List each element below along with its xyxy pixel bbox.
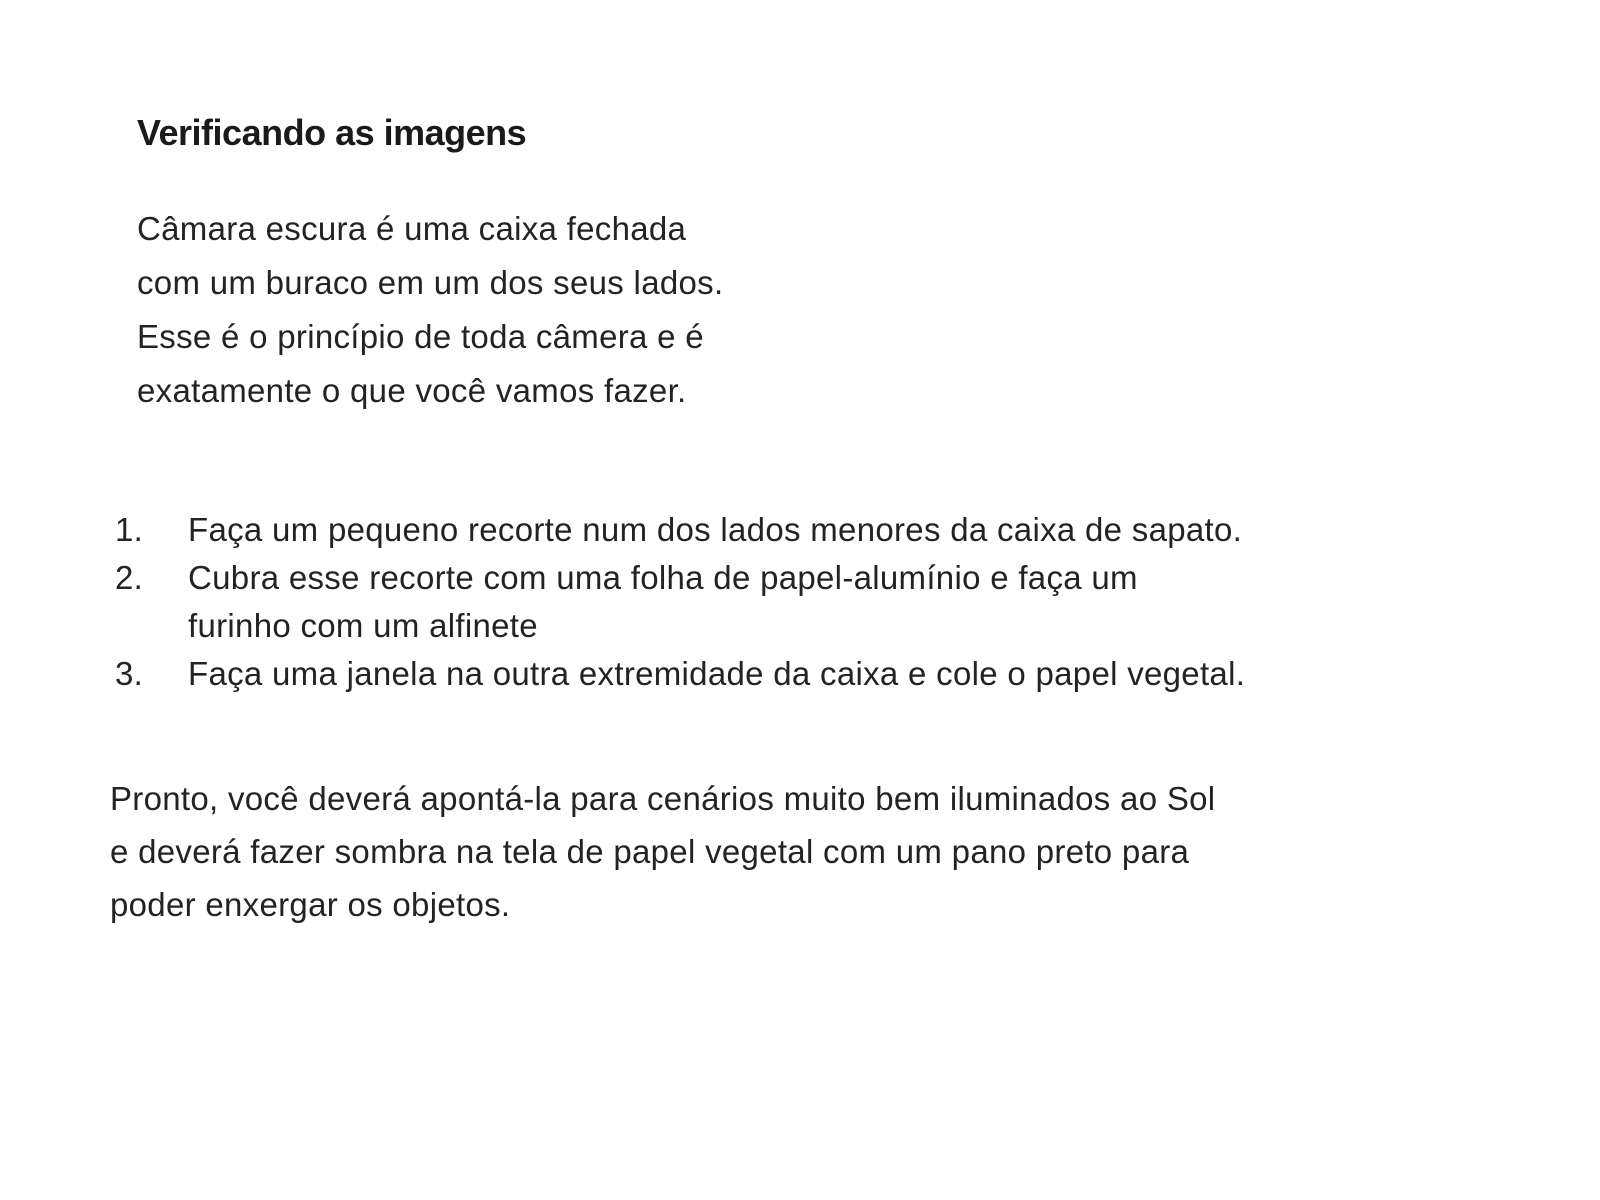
closing-line: poder enxergar os objetos.: [110, 886, 511, 923]
intro-line: Esse é o princípio de toda câmera e é: [137, 318, 704, 355]
list-item-line: furinho com um alfinete: [188, 607, 538, 644]
list-item-line: Faça uma janela na outra extremidade da caixa e cole o papel vegetal.: [188, 655, 1246, 692]
closing-paragraph: [110, 772, 1215, 931]
list-item-text: [188, 554, 1138, 650]
closing-line: Pronto, você deverá apontá-la para cenários muito bem iluminados ao Sol: [110, 780, 1216, 817]
list-item-text: [188, 650, 1245, 698]
list-item: [115, 506, 1245, 554]
page-title: Verificando as imagens: [137, 112, 527, 153]
list-item-line: Cubra esse recorte com uma folha de papel-alumínio e faça um: [188, 559, 1138, 596]
list-item: [115, 650, 1245, 698]
intro-line: com um buraco em um dos seus lados.: [137, 264, 724, 301]
list-item: [115, 554, 1245, 650]
closing-line: e deverá fazer sombra na tela de papel vegetal com um pano preto para: [110, 833, 1190, 870]
steps-list: [115, 506, 1245, 698]
list-item-number: 1.: [115, 511, 144, 548]
intro-line: Câmara escura é uma caixa fechada: [137, 210, 687, 247]
list-item-line: Faça um pequeno recorte num dos lados menores da caixa de sapato.: [188, 511, 1243, 548]
list-item-text: [188, 506, 1242, 554]
intro-line: exatamente o que você vamos fazer.: [137, 372, 687, 409]
intro-paragraph: [137, 202, 723, 418]
list-item-number: 3.: [115, 655, 144, 692]
list-item-number: 2.: [115, 559, 144, 596]
